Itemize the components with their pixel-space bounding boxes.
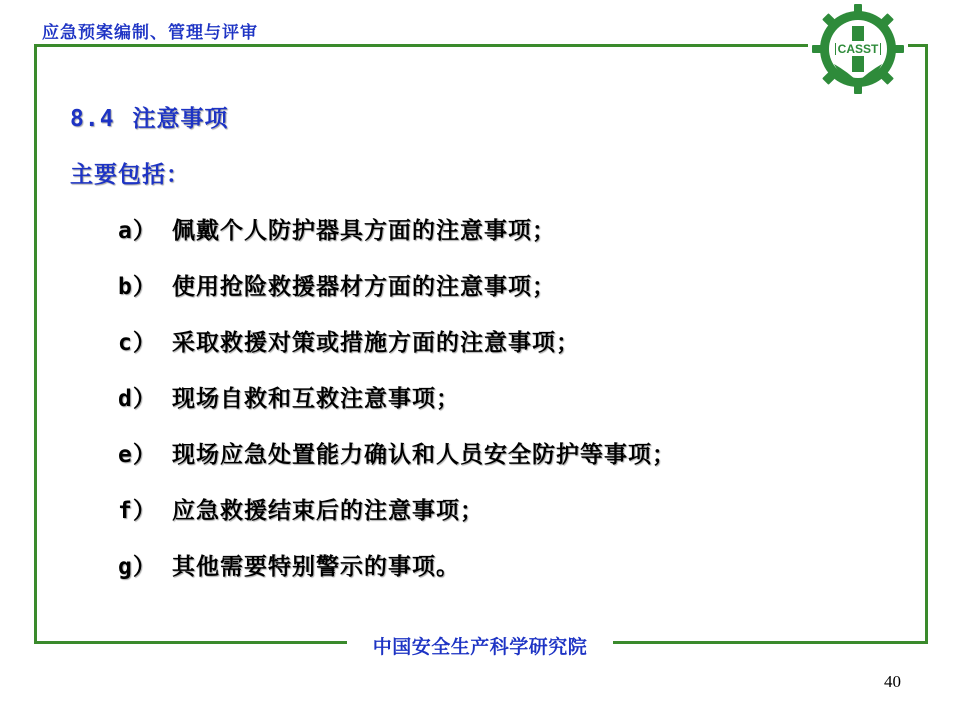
item-marker: c） [118,330,157,356]
item-marker: d） [118,386,157,412]
footer-organization: 中国安全生产科学研究院 [347,632,614,659]
list-item [118,324,676,380]
header-title: 应急预案编制、管理与评审 [42,23,258,43]
list-item [118,492,676,548]
item-text: 使用抢险救援器材方面的注意事项； [172,274,556,300]
item-text: 应急救援结束后的注意事项； [172,498,484,524]
item-text: 其他需要特别警示的事项。 [172,554,460,580]
item-text: 现场自救和互救注意事项； [172,386,460,412]
item-text: 现场应急处置能力确认和人员安全防护等事项； [172,442,676,468]
page-number: 40 [884,672,901,691]
intro-text: 主要包括： [70,162,190,188]
item-text: 采取救援对策或措施方面的注意事项； [172,330,580,356]
section-number: 8.4 [70,106,115,132]
item-marker: f） [118,498,157,524]
item-marker: g） [118,554,157,580]
casst-logo [808,2,908,96]
item-text: 佩戴个人防护器具方面的注意事项； [172,218,556,244]
item-marker: b） [118,274,157,300]
footer [0,632,960,659]
list-item [118,548,676,604]
list-item [118,212,676,268]
item-list [118,212,676,604]
list-item [118,268,676,324]
casst-logo-icon [808,2,908,96]
logo-text: CASST [837,42,879,56]
list-item [118,380,676,436]
item-marker: a） [118,218,157,244]
list-item [118,436,676,492]
section-heading [70,100,229,133]
section-title: 注意事项 [132,106,229,132]
item-marker: e） [118,442,157,468]
